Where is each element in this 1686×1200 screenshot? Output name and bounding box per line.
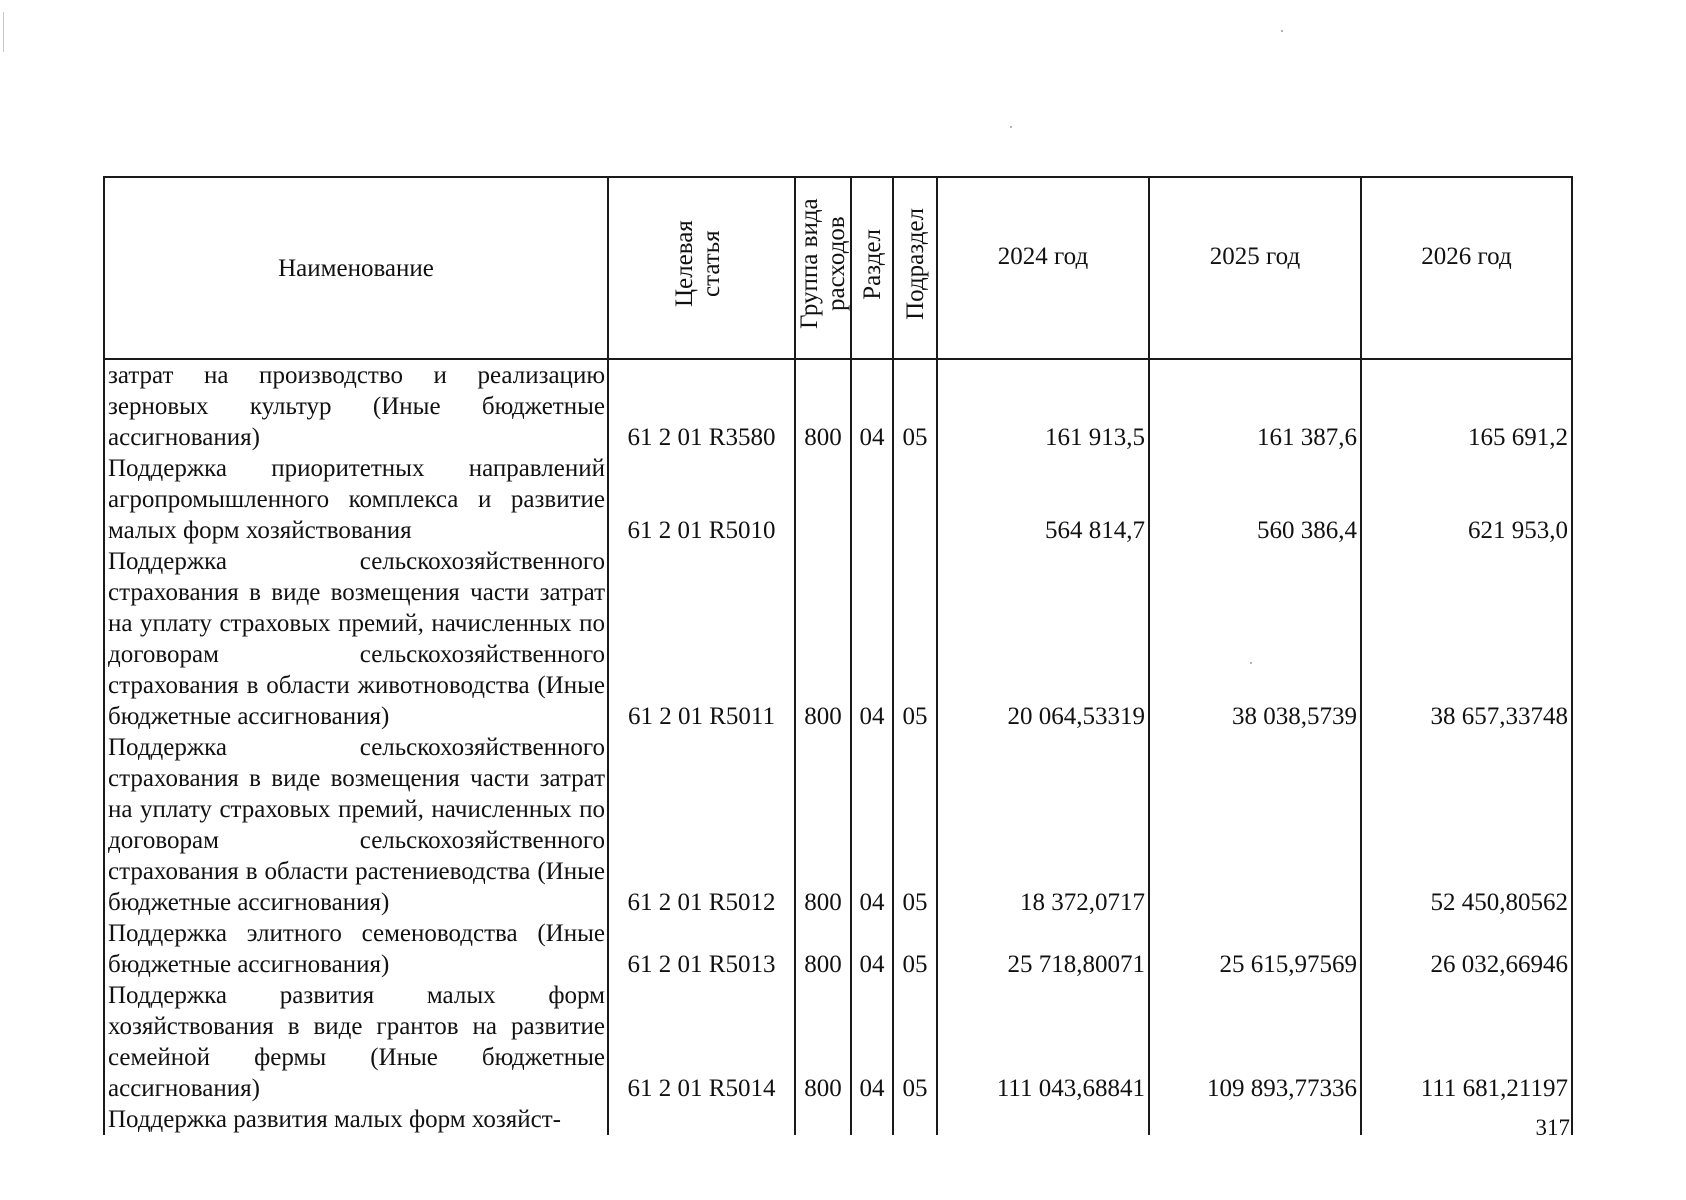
header-section-label: Раздел <box>858 228 886 300</box>
header-name <box>104 177 608 359</box>
row-code: 61 2 01 R5013 <box>608 918 795 980</box>
header-code <box>608 177 795 359</box>
row-value-2026: 26 032,66946 <box>1361 918 1572 980</box>
table-row <box>104 918 1572 980</box>
row-value-2025: 161 387,6 <box>1149 359 1361 453</box>
row-section <box>851 1104 893 1135</box>
row-value-2026: 111 681,21197 <box>1361 980 1572 1104</box>
row-code: 61 2 01 R5010 <box>608 453 795 546</box>
table-row <box>104 1104 1572 1135</box>
row-subsection: 05 <box>893 732 937 918</box>
budget-table <box>103 176 1573 1135</box>
header-name-label: Наименование <box>278 254 434 282</box>
row-subsection: 05 <box>893 980 937 1104</box>
row-value-2024: 20 064,53319 <box>937 546 1149 732</box>
row-value-2026: 52 450,80562 <box>1361 732 1572 918</box>
header-year-2024-label: 2024 год <box>997 242 1089 270</box>
row-group: 800 <box>795 918 851 980</box>
row-subsection <box>893 1104 937 1135</box>
row-name: Поддержка развития малых форм хозяйст- <box>104 1104 608 1135</box>
row-subsection <box>893 453 937 546</box>
row-name: Поддержка развития малых форм хозяйствования в виде грантов на развитие семейной фермы (Иные бюджетные ассигнования) <box>104 980 608 1104</box>
table-row <box>104 732 1572 918</box>
row-value-2026: 165 691,2 <box>1361 359 1572 453</box>
row-group: 800 <box>795 732 851 918</box>
header-group <box>795 177 851 359</box>
budget-table-wrapper <box>103 176 1571 1135</box>
row-code: 61 2 01 R5014 <box>608 980 795 1104</box>
row-code: 61 2 01 R5011 <box>608 546 795 732</box>
row-subsection: 05 <box>893 359 937 453</box>
table-row <box>104 359 1572 453</box>
row-section <box>851 453 893 546</box>
table-header <box>104 177 1572 359</box>
table-row <box>104 546 1572 732</box>
scan-speck <box>1010 126 1012 128</box>
row-code: 61 2 01 R3580 <box>608 359 795 453</box>
row-value-2025 <box>1149 732 1361 918</box>
row-section: 04 <box>851 732 893 918</box>
row-section: 04 <box>851 980 893 1104</box>
row-code <box>608 1104 795 1135</box>
page-number: 317 <box>1535 1115 1570 1140</box>
header-year-2025 <box>1149 177 1361 359</box>
header-subsection-label: Подраздел <box>901 208 929 320</box>
row-section: 04 <box>851 918 893 980</box>
row-value-2024: 18 372,0717 <box>937 732 1149 918</box>
table-row <box>104 980 1572 1104</box>
header-year-2026-label: 2026 год <box>1421 242 1512 270</box>
header-section <box>851 177 893 359</box>
row-group <box>795 1104 851 1135</box>
header-code-label: Целевая статья <box>670 220 725 308</box>
row-value-2024: 25 718,80071 <box>937 918 1149 980</box>
header-group-label: Группа вида расходов <box>796 198 850 330</box>
row-value-2025: 109 893,77336 <box>1149 980 1361 1104</box>
row-value-2024 <box>937 1104 1149 1135</box>
row-name: Поддержка сельскохозяйственного страхования в виде возмещения части затрат на уплату страховых премий, начисленных по договорам сельскохозяйственного страхования в области растениеводства (Иные бюджетные ассигнования) <box>104 732 608 918</box>
table-row <box>104 453 1572 546</box>
header-subsection <box>893 177 937 359</box>
row-value-2025: 25 615,97569 <box>1149 918 1361 980</box>
row-name: Поддержка элитного семеноводства (Иные бюджетные ассигнования) <box>104 918 608 980</box>
row-name: Поддержка приоритетных направлений агропромышленного комплекса и развитие малых форм хозяйствования <box>104 453 608 546</box>
row-value-2025 <box>1149 1104 1361 1135</box>
row-group <box>795 453 851 546</box>
row-name: затрат на производство и реализацию зерновых культур (Иные бюджетные ассигнования) <box>104 359 608 453</box>
row-value-2025: 38 038,5739 <box>1149 546 1361 732</box>
scan-artifact-line <box>3 12 4 52</box>
row-section: 04 <box>851 546 893 732</box>
row-group: 800 <box>795 359 851 453</box>
row-value-2026: 621 953,0 <box>1361 453 1572 546</box>
header-row <box>104 177 1572 359</box>
header-year-2026 <box>1361 177 1572 359</box>
header-year-2025-label: 2025 год <box>1209 242 1301 270</box>
row-value-2025: 560 386,4 <box>1149 453 1361 546</box>
scan-speck <box>1281 30 1283 32</box>
row-subsection: 05 <box>893 546 937 732</box>
row-group: 800 <box>795 980 851 1104</box>
row-value-2024: 161 913,5 <box>937 359 1149 453</box>
row-section: 04 <box>851 359 893 453</box>
row-value-2024: 111 043,68841 <box>937 980 1149 1104</box>
row-value-2024: 564 814,7 <box>937 453 1149 546</box>
table-body <box>104 359 1572 1135</box>
row-code: 61 2 01 R5012 <box>608 732 795 918</box>
row-name: Поддержка сельскохозяйственного страхования в виде возмещения части затрат на уплату страховых премий, начисленных по договорам сельскохозяйственного страхования в области животноводства (Иные бюджетные ассигнования) <box>104 546 608 732</box>
row-value-2026: 38 657,33748 <box>1361 546 1572 732</box>
row-group: 800 <box>795 546 851 732</box>
row-subsection: 05 <box>893 918 937 980</box>
header-year-2024 <box>937 177 1149 359</box>
